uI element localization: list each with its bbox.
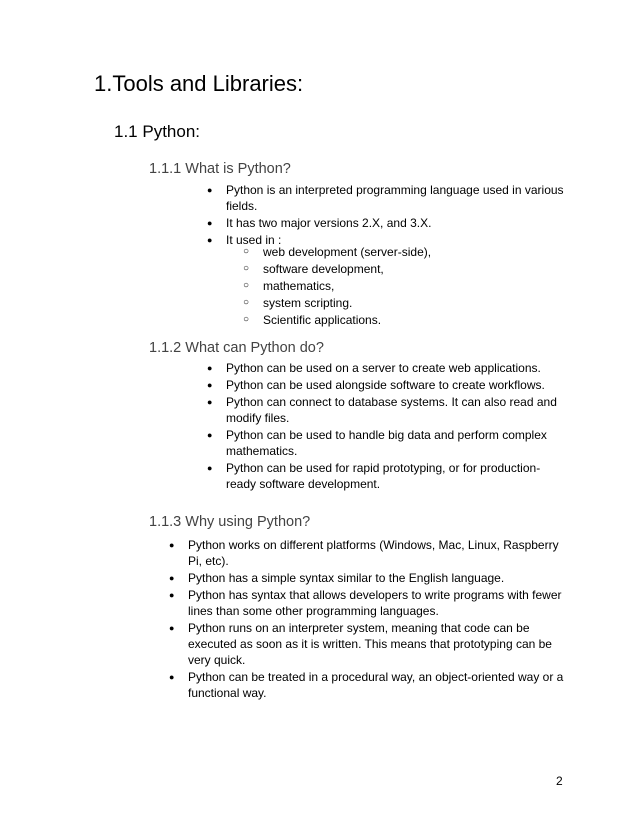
page-number: 2 [556, 774, 563, 788]
bullet-icon: ● [169, 672, 175, 682]
list-item: ○ system scripting. [243, 296, 353, 310]
list-item: ● It used in : [207, 233, 282, 247]
what-can-python-do-list [207, 360, 566, 493]
list-item: ○ Scientific applications. [243, 313, 382, 327]
list-item: ● Python can be used to handle big data and perform complex mathematics. [207, 428, 547, 458]
bullet-icon: ● [207, 430, 213, 440]
bullet-icon: ● [169, 573, 175, 583]
list-item: ● Python has syntax that allows developers to write programs with fewer lines than some other programming languages. [169, 588, 562, 618]
heading-what-is-python: 1.1.1 What is Python? [149, 161, 291, 177]
circle-bullet-icon: ○ [243, 263, 250, 274]
bullet-icon: ● [169, 590, 175, 600]
list-item: ● Python can be used for rapid prototyping, or for production-ready software development. [207, 461, 541, 491]
circle-bullet-icon: ○ [243, 280, 250, 291]
list-item: ○ web development (server-side), [243, 245, 432, 259]
heading-python: 1.1 Python: [114, 122, 201, 141]
list-item: ● Python can be used alongside software to create workflows. [207, 378, 545, 392]
circle-bullet-icon: ○ [243, 314, 250, 325]
bullet-icon: ● [207, 397, 213, 407]
bullet-icon: ● [207, 463, 213, 473]
list-item: ○ software development, [243, 262, 384, 276]
bullet-icon: ● [207, 363, 213, 373]
bullet-icon: ● [207, 185, 213, 195]
bullet-icon: ● [207, 218, 213, 228]
why-using-python-list [169, 537, 568, 702]
list-item: ● Python has a simple syntax similar to the English language. [169, 571, 505, 585]
python-uses-list [243, 244, 563, 329]
circle-bullet-icon: ○ [243, 246, 250, 257]
what-is-python-list [207, 182, 566, 249]
bullet-icon: ● [207, 235, 213, 245]
list-item: ○ mathematics, [243, 279, 335, 293]
heading-what-can-python-do: 1.1.2 What can Python do? [149, 340, 324, 356]
bullet-icon: ● [207, 380, 213, 390]
heading-why-using-python: 1.1.3 Why using Python? [149, 514, 311, 530]
list-item: ● Python can be treated in a procedural way, an object-oriented way or a functional way. [169, 670, 564, 700]
list-item: ● Python can connect to database systems. It can also read and modify files. [207, 395, 557, 425]
heading-tools-and-libraries: 1.Tools and Libraries: [94, 71, 304, 96]
list-item: ● Python can be used on a server to create web applications. [207, 361, 541, 375]
circle-bullet-icon: ○ [243, 297, 250, 308]
bullet-icon: ● [169, 623, 175, 633]
list-item: ● Python works on different platforms (Windows, Mac, Linux, Raspberry Pi, etc). [169, 538, 559, 568]
list-item: ● Python is an interpreted programming language used in various fields. [207, 183, 564, 213]
list-item: ● It has two major versions 2.X, and 3.X. [207, 216, 432, 230]
list-item: ● Python runs on an interpreter system, meaning that code can be executed as soon as it is written. This means that prototyping can be very quick. [169, 621, 552, 667]
bullet-icon: ● [169, 540, 175, 550]
